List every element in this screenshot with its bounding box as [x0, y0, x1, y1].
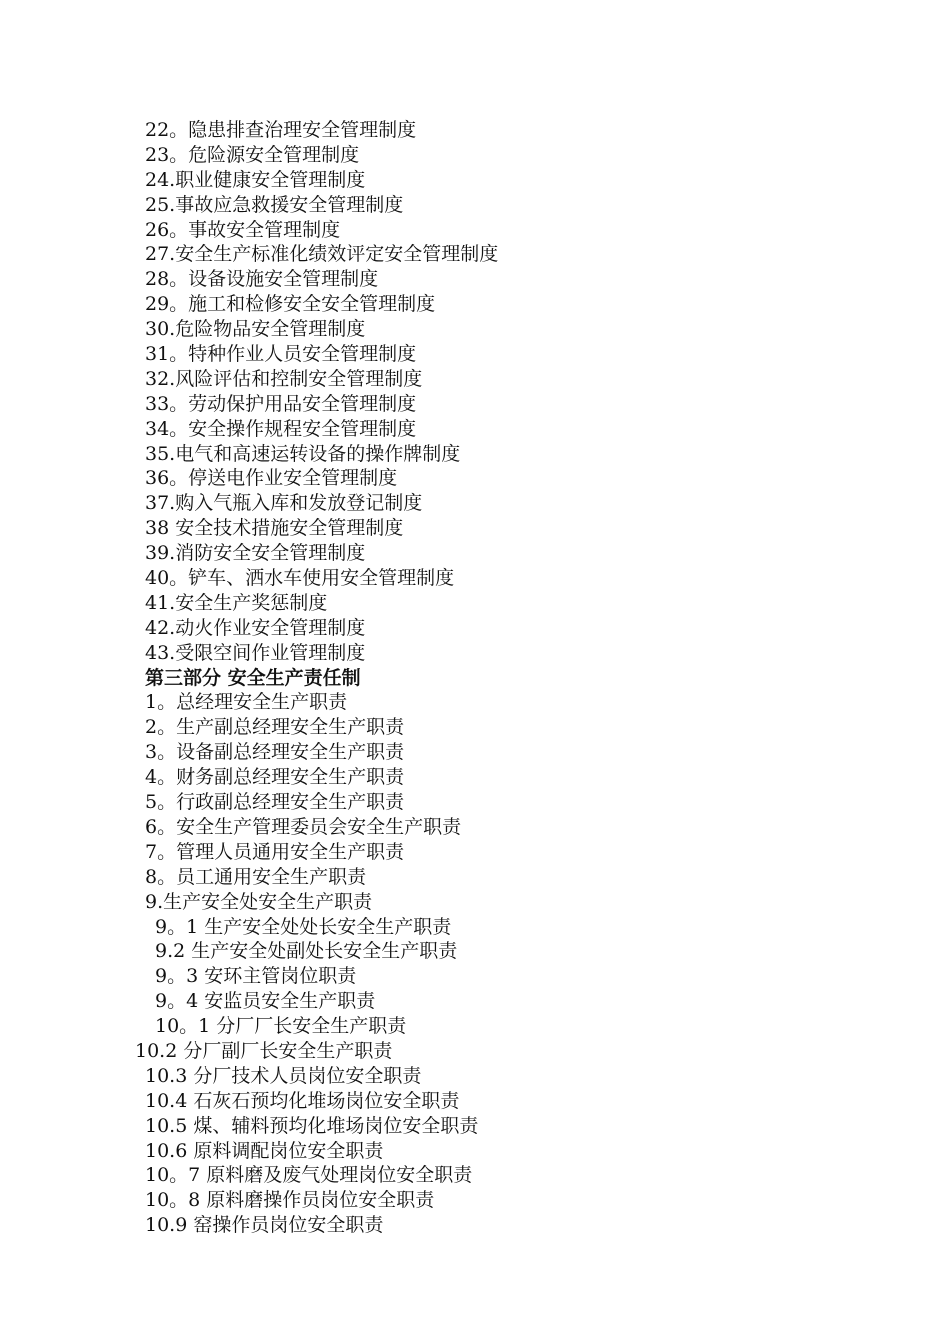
- list-item: 26。事故安全管理制度: [145, 218, 341, 241]
- list-item: 10.3 分厂技术人员岗位安全职责: [145, 1064, 422, 1087]
- list-item: 24.职业健康安全管理制度: [145, 168, 366, 191]
- list-item: 9。4 安监员安全生产职责: [155, 990, 376, 1013]
- list-item: 22。隐患排查治理安全管理制度: [145, 119, 417, 141]
- list-item: 10.9 窑操作员岗位安全职责: [145, 1214, 384, 1237]
- list-item: 10.2 分厂副厂长安全生产职责: [135, 1039, 393, 1062]
- section-heading: 第三部分 安全生产责任制: [145, 666, 361, 689]
- list-item: 6。安全生产管理委员会安全生产职责: [145, 815, 462, 838]
- list-item: 25.事故应急救援安全管理制度: [145, 193, 404, 216]
- list-item: 10。7 原料磨及废气处理岗位安全职责: [145, 1164, 473, 1187]
- list-item: 42.动火作业安全管理制度: [145, 616, 366, 639]
- list-item: 10.5 煤、辅料预均化堆场岗位安全职责: [145, 1114, 479, 1137]
- list-item: 2。生产副总经理安全生产职责: [145, 716, 405, 739]
- list-item: 34。安全操作规程安全管理制度: [145, 417, 417, 440]
- list-item: 1。总经理安全生产职责: [145, 691, 348, 714]
- list-item: 9。1 生产安全处处长安全生产职责: [155, 915, 452, 938]
- list-item: 40。铲车、洒水车使用安全管理制度: [145, 567, 455, 590]
- list-item: 27.安全生产标准化绩效评定安全管理制度: [145, 243, 499, 266]
- list-item: 7。管理人员通用安全生产职责: [145, 840, 405, 863]
- list-item: 35.电气和高速运转设备的操作牌制度: [145, 442, 461, 465]
- list-item: 39.消防安全安全管理制度: [145, 542, 366, 565]
- list-item: 3。设备副总经理安全生产职责: [145, 741, 405, 764]
- list-item: 4。财务副总经理安全生产职责: [145, 766, 405, 789]
- list-item: 43.受限空间作业管理制度: [145, 641, 366, 664]
- list-item: 10.4 石灰石预均化堆场岗位安全职责: [145, 1089, 460, 1112]
- list-item: 9。3 安环主管岗位职责: [155, 965, 357, 988]
- list-item: 9.2 生产安全处副处长安全生产职责: [155, 940, 458, 963]
- list-item: 30.危险物品安全管理制度: [145, 318, 366, 341]
- list-item: 36。停送电作业安全管理制度: [145, 467, 398, 490]
- list-item: 9.生产安全处安全生产职责: [145, 890, 373, 913]
- list-item: 8。员工通用安全生产职责: [145, 865, 367, 888]
- list-item: 28。设备设施安全管理制度: [145, 268, 379, 291]
- list-item: 5。行政副总经理安全生产职责: [145, 791, 405, 814]
- list-item: 10.6 原料调配岗位安全职责: [145, 1139, 384, 1162]
- list-item: 10。1 分厂厂长安全生产职责: [155, 1015, 407, 1038]
- list-item: 23。危险源安全管理制度: [145, 143, 360, 166]
- list-item: 41.安全生产奖惩制度: [145, 591, 328, 614]
- list-item: 29。施工和检修安全安全管理制度: [145, 293, 436, 316]
- document-body: [135, 118, 905, 1238]
- list-item: 33。劳动保护用品安全管理制度: [145, 392, 417, 415]
- list-item: 37.购入气瓶入库和发放登记制度: [145, 492, 423, 515]
- list-item: 10。8 原料磨操作员岗位安全职责: [145, 1189, 435, 1212]
- list-item: 32.风险评估和控制安全管理制度: [145, 367, 423, 390]
- list-item: 31。特种作业人员安全管理制度: [145, 343, 417, 366]
- list-item: 38 安全技术措施安全管理制度: [145, 517, 404, 540]
